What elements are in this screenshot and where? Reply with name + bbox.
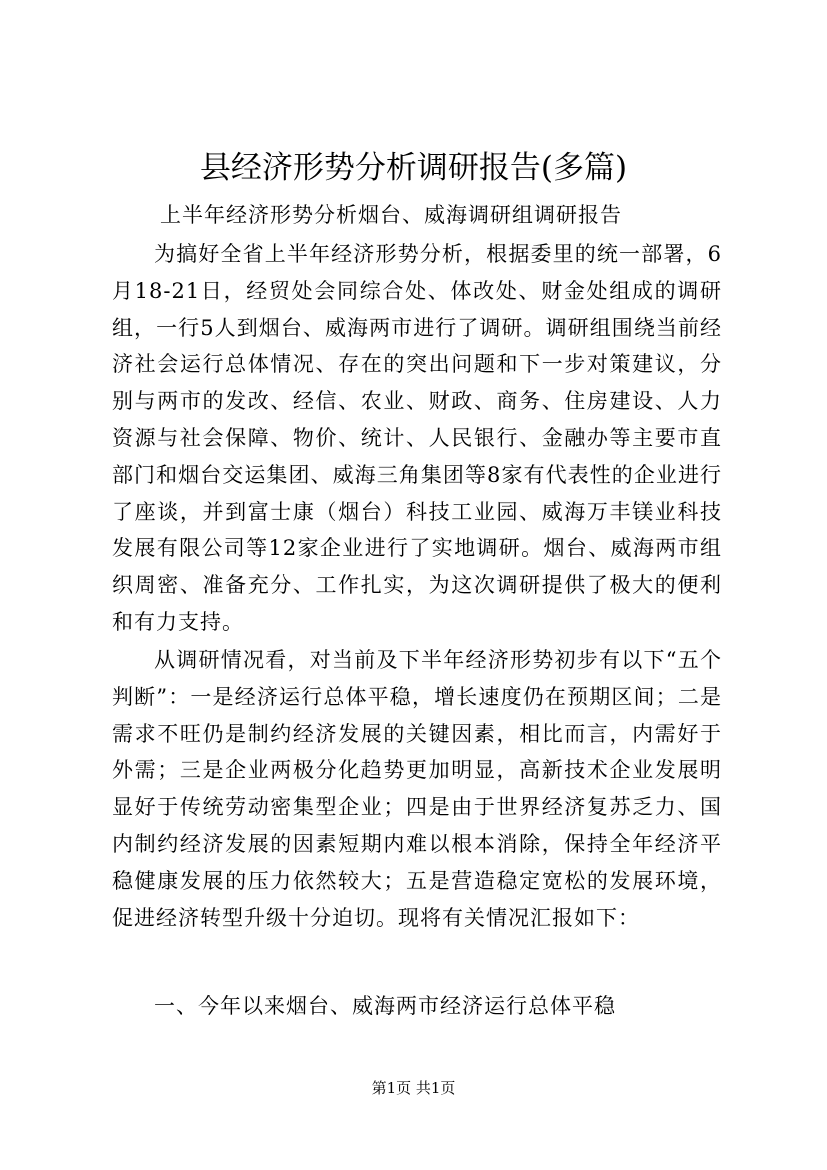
document-title: 县经济形势分析调研报告(多篇) xyxy=(199,150,628,186)
page-footer: 第1页 共1页 xyxy=(371,1079,456,1097)
section-heading: 一、今年以来烟台、威海两市经济运行总体平稳 xyxy=(154,994,616,1018)
document-subtitle: 上半年经济形势分析烟台、威海调研组调研报告 xyxy=(160,203,622,227)
body-paragraph: 从调研情况看，对当前及下半年经济形势初步有以下“五个判断”：一是经济运行总体平稳，增长速度仍在预期区间；二是需求不旺仍是制约经济发展的关键因素，相比而言，内需好于外需；三是企业两极分化趋势更加明显，高新技术企业发展明显好于传统劳动密集型企业；四是由于世界经济复苏乏力、国内制约经济发展的因素短期内难以根本消除，保持全年经济平稳健康发展的压力依然较大；五是营造稳定宽松的发展环境，促进经济转型升级十分迫切。现将有关情况汇报如下： xyxy=(112,648,722,930)
body-paragraph: 为搞好全省上半年经济形势分析，根据委里的统一部署，6月18-21日，经贸处会同综合处、体改处、财金处组成的调研组，一行5人到烟台、威海两市进行了调研。调研组围绕当前经济社会运行总体情况、存在的突出问题和下一步对策建议，分别与两市的发改、经信、农业、财政、商务、住房建设、人力资源与社会保障、物价、统计、人民银行、金融办等主要市直部门和烟台交运集团、威海三角集团等8家有代表性的企业进行了座谈，并到富士康（烟台）科技工业园、威海万丰镁业科技发展有限公司等12家企业进行了实地调研。烟台、威海两市组织周密、准备充分、工作扎实，为这次调研提供了极大的便利和有力支持。 xyxy=(112,242,722,634)
